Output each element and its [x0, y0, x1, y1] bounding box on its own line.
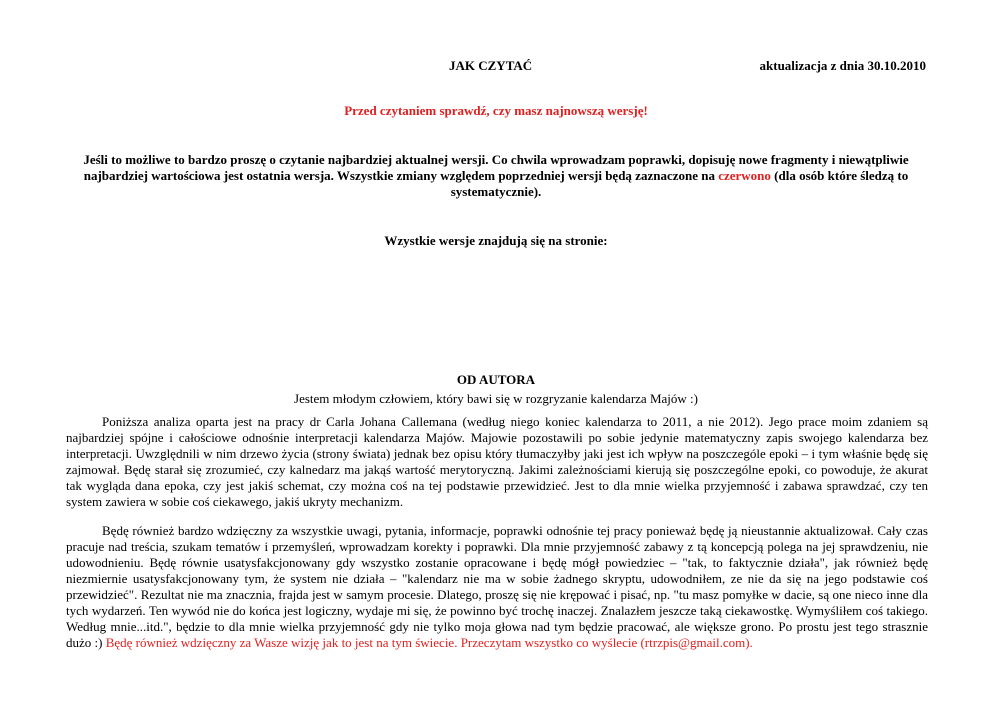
version-warning: Przed czytaniem sprawdź, czy masz najnowszą wersję! — [344, 103, 648, 118]
intro-text-after: (dla osób które śledzą to systematycznie). — [450, 168, 909, 199]
update-date: aktualizacja z dnia 30.10.2010 — [759, 58, 926, 73]
author-paragraph-1: Poniższa analiza oparta jest na pracy dr Carla Johana Callemana (według niego koniec kalendarza to 2011, a nie 2012). Jego prace moim zdaniem są najbardziej spójne i całościowe odnośnie interpretacji kalendarza Majów. Majowie pozostawili po sobie jedynie matematyczny zapis swojego kalendarza bez interpretacji. Uwzględnili w nim drzewo życia (strony świata) jednak bez opisu który tłumaczyłby jaki jest ich wpływ na poszczególe epoki – i tym właśnie będę się zajmował. Będę starał się zrozumieć, czy kalnedarz ma jakąś wartość merytoryczną. Jakimi zależnościami kierują się poszczególne epoki, co powoduje, że akurat tak wygląda dana epoka, czy jest jakiś schemat, czy można coś na tej podstawie przewidzieć. Jest to dla mnie wielka przyjemność i zabawa sprawdzać, czy ten system zawiera w sobie coś ciekawego, jakiś ukryty mechanizm. — [66, 414, 928, 509]
author-tagline: Jestem młodym człowiem, który bawi się w rozgryzanie kalendarza Majów :) — [294, 391, 698, 406]
header-row — [0, 58, 992, 74]
versions-line: Wzystkie wersje znajdują się na stronie: — [384, 233, 608, 248]
author-contact-text: Będę również wdzięczny za Wasze wizję jak to jest na tym świecie. Przeczytam wszystko co wyślecie (rtrzpis@gmail.com). — [105, 635, 753, 650]
intro-text-before: Jeśli to możliwe to bardzo proszę o czytanie najbardziej aktualnej wersji. Co chwila wprowadzam poprawki, dopisuję nowe fragmenty i niewątpliwie najbardziej wartościowa jest ostatnia wersja. Wszystkie zmiany względem poprzedniej wersji będą zaznaczone na — [83, 152, 909, 183]
author-paragraph-2-text: Będę również bardzo wdzięczny za wszystkie uwagi, pytania, informacje, poprawki odnośnie tej pracy ponieważ będę ją nieustannie aktualizował. Cały czas pracuje nad treścia, szukam tematów i przemyśleń, wprowadzam korekty i poprawki. Dla mnie przyjemność zabawy z tą koncepcją polega na jej sprawdzeniu, nie udowodnieniu. Będę równie usatysfakcjonowany gdy wszystko zostanie opracowane i będę mógł powiedziec – "tak, to faktycznie działa", jak również będę niezmiernie usatysfakcjonowany tym, że system nie działa – "kalendarz nie ma w sobie żadnego skryptu, udowodniłem, ze nie da się na jego podstawie coś przewidzieć". Rezultat nie ma znacznia, frajda jest w samym procesie. Dlatego, proszę się nie krępować i pisać, np. "tu masz pomyłke w dacie, są one nieco inne dla tych wydarzeń. Ten wywód nie do końca jest logiczny, wydaje mi się, że powinno być trochę inaczej. Znalazłem jeszcze taką ciekawostkę. Wymyśliłem coś takiego. Według mnie...itd.", będzie to dla mnie wielka przyjemność gdy nie tylko moja głowa nad tym będzie pracować, ale większe grono. Po prostu jest tego strasznie dużo :) — [66, 523, 928, 650]
author-heading: OD AUTORA — [456, 372, 536, 387]
author-paragraph-2 — [66, 523, 928, 651]
intro-paragraph — [66, 152, 926, 200]
intro-red-word: czerwono — [718, 168, 771, 183]
page-title: JAK CZYTAĆ — [449, 58, 533, 73]
